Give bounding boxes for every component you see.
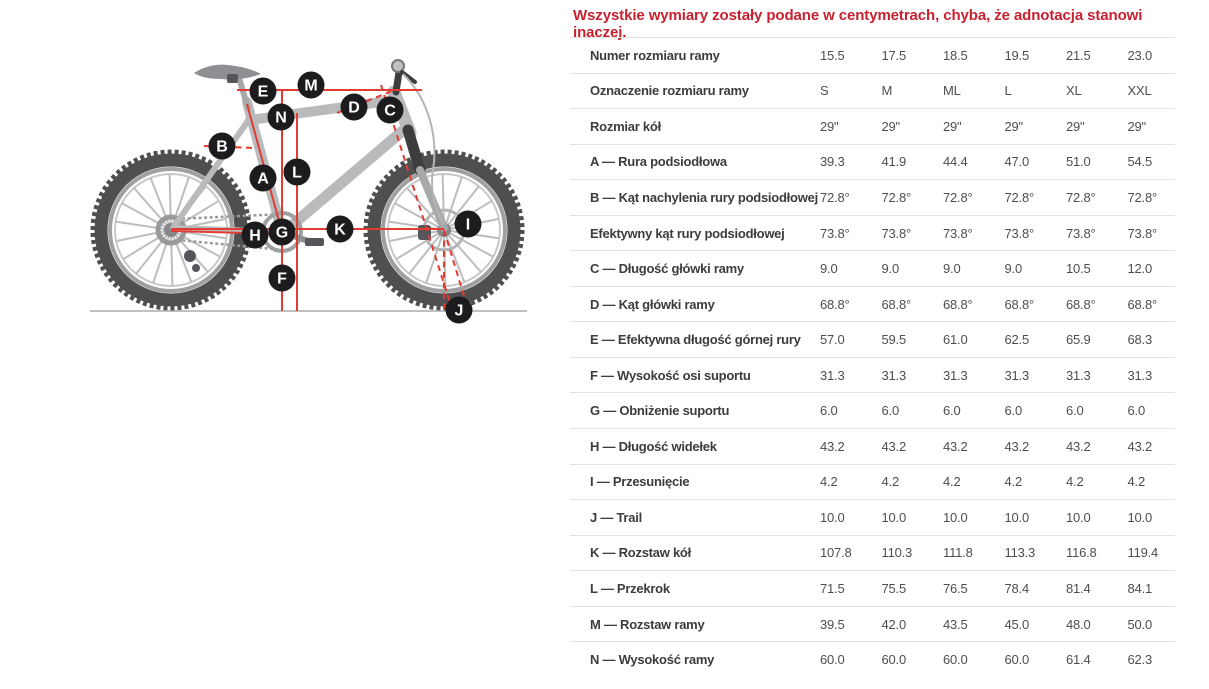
marker-c bbox=[377, 97, 404, 124]
table-row bbox=[570, 499, 1175, 535]
cell-value: 43.5 bbox=[943, 616, 968, 632]
cell-value: 72.8° bbox=[881, 189, 912, 205]
cell-value: 68.8° bbox=[1127, 296, 1158, 312]
cell-value: 39.5 bbox=[820, 616, 845, 632]
row-label: F — Wysokość osi suportu bbox=[590, 367, 751, 383]
row-label: C — Długość główki ramy bbox=[590, 261, 744, 277]
cell-value: 29" bbox=[820, 118, 839, 134]
row-label: B — Kąt nachylenia rury podsiodłowej bbox=[590, 189, 818, 205]
cell-value: 111.8 bbox=[943, 545, 973, 561]
table-row bbox=[570, 37, 1175, 73]
cell-value: 78.4 bbox=[1004, 580, 1030, 596]
cell-value: 29" bbox=[943, 118, 962, 134]
marker-j bbox=[446, 297, 473, 324]
marker-e bbox=[250, 78, 277, 105]
cell-value: 71.5 bbox=[820, 580, 845, 596]
cell-value: 29" bbox=[1066, 118, 1085, 134]
cell-value: 4.2 bbox=[881, 474, 899, 490]
row-label: M — Rozstaw ramy bbox=[590, 616, 705, 632]
row-label: Oznaczenie rozmiaru ramy bbox=[590, 83, 749, 99]
table-row bbox=[570, 392, 1175, 428]
cell-value: 72.8° bbox=[1004, 189, 1035, 205]
cell-value: 4.2 bbox=[1004, 474, 1022, 490]
marker-d bbox=[341, 94, 368, 121]
cell-value: 31.3 bbox=[1004, 367, 1030, 383]
cell-value: 72.8° bbox=[943, 189, 973, 205]
cell-value: ML bbox=[943, 83, 961, 99]
cell-value: S bbox=[820, 83, 829, 99]
cell-value: 31.3 bbox=[943, 367, 968, 383]
cell-value: 10.5 bbox=[1066, 261, 1091, 277]
cell-value: 54.5 bbox=[1127, 154, 1153, 170]
cell-value: 76.5 bbox=[943, 580, 968, 596]
cell-value: 18.5 bbox=[943, 47, 968, 63]
cell-value: XL bbox=[1066, 83, 1082, 99]
cell-value: 62.3 bbox=[1127, 652, 1153, 668]
table-row bbox=[570, 250, 1175, 286]
cell-value: 43.2 bbox=[1004, 438, 1030, 454]
marker-i bbox=[455, 211, 482, 238]
marker-f bbox=[269, 265, 296, 292]
table-row bbox=[570, 73, 1175, 109]
cell-value: 17.5 bbox=[881, 47, 907, 63]
cell-value: 31.3 bbox=[1127, 367, 1153, 383]
svg-text:C: C bbox=[384, 102, 396, 120]
svg-text:L: L bbox=[292, 164, 302, 182]
cell-value: 47.0 bbox=[1004, 154, 1030, 170]
row-label: K — Rozstaw kół bbox=[590, 545, 691, 561]
cell-value: 45.0 bbox=[1004, 616, 1030, 632]
cell-value: 68.8° bbox=[1066, 296, 1096, 312]
cell-value: 44.4 bbox=[943, 154, 968, 170]
cell-value: 110.3 bbox=[881, 545, 913, 561]
cell-value: 60.0 bbox=[943, 652, 968, 668]
row-label: A — Rura podsiodłowa bbox=[590, 154, 727, 170]
row-label: Efektywny kąt rury podsiodłowej bbox=[590, 225, 785, 241]
cell-value: 39.3 bbox=[820, 154, 845, 170]
cell-value: 21.5 bbox=[1066, 47, 1091, 63]
table-row bbox=[570, 321, 1175, 357]
row-label: H — Długość widełek bbox=[590, 438, 717, 454]
marker-l bbox=[284, 159, 311, 186]
cell-value: 57.0 bbox=[820, 332, 845, 348]
svg-text:E: E bbox=[257, 83, 269, 101]
cell-value: 6.0 bbox=[1127, 403, 1145, 419]
cell-value: 4.2 bbox=[820, 474, 838, 490]
marker-g bbox=[269, 219, 296, 246]
cell-value: 61.0 bbox=[943, 332, 968, 348]
table-row bbox=[570, 286, 1175, 322]
row-label: E — Efektywna długość górnej rury bbox=[590, 332, 801, 348]
cell-value: 73.8° bbox=[1004, 225, 1035, 241]
cell-value: 31.3 bbox=[820, 367, 845, 383]
svg-text:B: B bbox=[216, 138, 228, 156]
table-row bbox=[570, 570, 1175, 606]
cell-value: 68.8° bbox=[1004, 296, 1035, 312]
cell-value: 6.0 bbox=[820, 403, 838, 419]
marker-a bbox=[250, 165, 277, 192]
cell-value: 116.8 bbox=[1066, 545, 1097, 561]
cell-value: 72.8° bbox=[820, 189, 850, 205]
cell-value: 73.8° bbox=[943, 225, 973, 241]
cell-value: 75.5 bbox=[881, 580, 907, 596]
cell-value: 12.0 bbox=[1127, 261, 1153, 277]
cell-value: 60.0 bbox=[1004, 652, 1030, 668]
svg-text:F: F bbox=[277, 270, 287, 288]
measurements-note: Wszystkie wymiary zostały podane w centymetrach, chyba, że adnotacja stanowi inaczej. bbox=[573, 7, 1143, 41]
cell-value: 50.0 bbox=[1127, 616, 1153, 632]
cell-value: 10.0 bbox=[943, 509, 968, 525]
cell-value: 9.0 bbox=[1004, 261, 1022, 277]
row-label: D — Kąt główki ramy bbox=[590, 296, 715, 312]
svg-text:K: K bbox=[334, 221, 346, 239]
cell-value: XXL bbox=[1127, 83, 1152, 99]
cell-value: 10.0 bbox=[1127, 509, 1153, 525]
cell-value: 29" bbox=[1004, 118, 1023, 134]
cell-value: 68.8° bbox=[820, 296, 850, 312]
marker-h bbox=[242, 222, 269, 249]
cell-value: 107.8 bbox=[820, 545, 852, 561]
row-label: Rozmiar kół bbox=[590, 118, 661, 134]
svg-text:J: J bbox=[454, 302, 464, 320]
cell-value: 51.0 bbox=[1066, 154, 1091, 170]
cell-value: 68.8° bbox=[881, 296, 912, 312]
cell-value: 10.0 bbox=[881, 509, 907, 525]
cell-value: 59.5 bbox=[881, 332, 907, 348]
cell-value: 43.2 bbox=[1066, 438, 1091, 454]
cell-value: 81.4 bbox=[1066, 580, 1091, 596]
cell-value: 119.4 bbox=[1127, 545, 1159, 561]
cell-value: 60.0 bbox=[881, 652, 907, 668]
cell-value: 43.2 bbox=[881, 438, 907, 454]
cell-value: 113.3 bbox=[1004, 545, 1036, 561]
cell-value: 68.8° bbox=[943, 296, 973, 312]
cell-value: 10.0 bbox=[820, 509, 845, 525]
svg-text:I: I bbox=[465, 216, 471, 234]
table-row bbox=[570, 428, 1175, 464]
cell-value: L bbox=[1004, 83, 1012, 99]
cell-value: 41.9 bbox=[881, 154, 907, 170]
svg-text:H: H bbox=[249, 227, 261, 245]
cell-value: 73.8° bbox=[1066, 225, 1096, 241]
cell-value: 10.0 bbox=[1066, 509, 1091, 525]
cell-value: 4.2 bbox=[943, 474, 961, 490]
cell-value: 84.1 bbox=[1127, 580, 1153, 596]
marker-n bbox=[268, 104, 295, 131]
cell-value: 72.8° bbox=[1066, 189, 1096, 205]
marker-k bbox=[327, 216, 354, 243]
table-row bbox=[570, 144, 1175, 180]
row-label: N — Wysokość ramy bbox=[590, 652, 715, 668]
cell-value: 73.8° bbox=[1127, 225, 1158, 241]
cell-value: 62.5 bbox=[1004, 332, 1030, 348]
svg-text:G: G bbox=[275, 224, 289, 242]
table-row bbox=[570, 606, 1175, 642]
cell-value: 9.0 bbox=[943, 261, 961, 277]
svg-text:A: A bbox=[257, 170, 269, 188]
cell-value: 4.2 bbox=[1066, 474, 1084, 490]
row-label: Numer rozmiaru ramy bbox=[590, 47, 720, 63]
table-row bbox=[570, 464, 1175, 500]
cell-value: 9.0 bbox=[820, 261, 838, 277]
cell-value: 23.0 bbox=[1127, 47, 1153, 63]
cell-value: 6.0 bbox=[1004, 403, 1022, 419]
bike-geometry-diagram bbox=[0, 0, 560, 345]
cell-value: 61.4 bbox=[1066, 652, 1091, 668]
svg-text:M: M bbox=[304, 77, 318, 95]
cell-value: 68.3 bbox=[1127, 332, 1153, 348]
svg-text:N: N bbox=[275, 109, 287, 127]
row-label: G — Obniżenie suportu bbox=[590, 403, 730, 419]
row-label: I — Przesunięcie bbox=[590, 474, 690, 490]
cell-value: 6.0 bbox=[1066, 403, 1084, 419]
cell-value: 72.8° bbox=[1127, 189, 1158, 205]
cell-value: 31.3 bbox=[881, 367, 907, 383]
row-label: L — Przekrok bbox=[590, 580, 670, 596]
geometry-table bbox=[570, 37, 1175, 677]
cell-value: 6.0 bbox=[881, 403, 899, 419]
row-label: J — Trail bbox=[590, 509, 642, 525]
cell-value: 29" bbox=[1127, 118, 1146, 134]
cell-value: 42.0 bbox=[881, 616, 907, 632]
cell-value: 9.0 bbox=[881, 261, 899, 277]
marker-m bbox=[298, 72, 325, 99]
cell-value: 15.5 bbox=[820, 47, 845, 63]
cell-value: 19.5 bbox=[1004, 47, 1030, 63]
marker-b bbox=[209, 133, 236, 160]
cell-value: 43.2 bbox=[820, 438, 845, 454]
cell-value: 43.2 bbox=[943, 438, 968, 454]
table-row bbox=[570, 535, 1175, 571]
cell-value: 65.9 bbox=[1066, 332, 1091, 348]
table-row bbox=[570, 108, 1175, 144]
table-row bbox=[570, 641, 1175, 677]
svg-text:D: D bbox=[348, 99, 360, 117]
table-row bbox=[570, 179, 1175, 215]
cell-value: 43.2 bbox=[1127, 438, 1153, 454]
cell-value: 73.8° bbox=[881, 225, 912, 241]
cell-value: 60.0 bbox=[820, 652, 845, 668]
cell-value: 4.2 bbox=[1127, 474, 1145, 490]
cell-value: 31.3 bbox=[1066, 367, 1091, 383]
cell-value: 48.0 bbox=[1066, 616, 1091, 632]
cell-value: 6.0 bbox=[943, 403, 961, 419]
cell-value: 10.0 bbox=[1004, 509, 1030, 525]
cell-value: 29" bbox=[881, 118, 900, 134]
cell-value: M bbox=[881, 83, 893, 99]
table-row bbox=[570, 357, 1175, 393]
table-row bbox=[570, 215, 1175, 251]
cell-value: 73.8° bbox=[820, 225, 850, 241]
